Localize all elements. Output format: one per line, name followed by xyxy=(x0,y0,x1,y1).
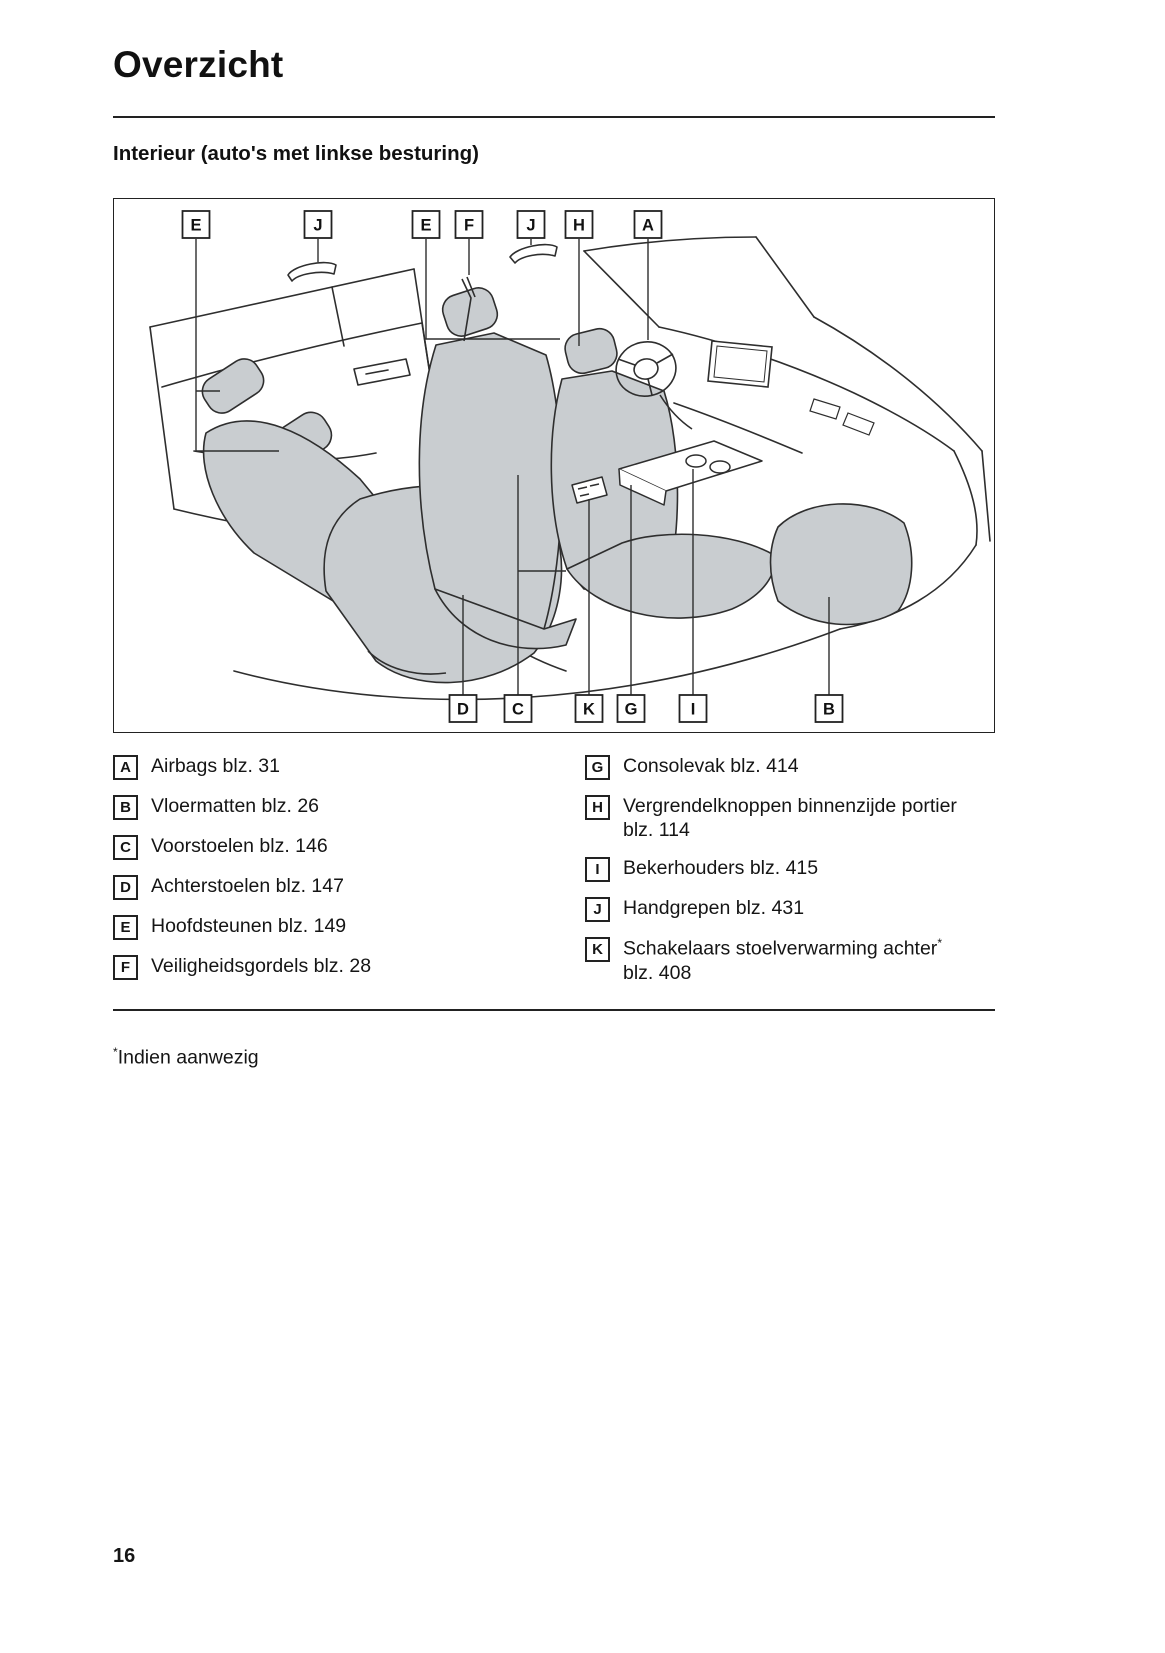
callout-letter-e1: E xyxy=(190,216,202,235)
legend-key-g: G xyxy=(585,755,610,780)
legend-key-j: J xyxy=(585,897,610,922)
legend-item-a xyxy=(113,754,585,780)
callout-letter-g: G xyxy=(624,700,638,719)
section-subtitle: Interieur (auto's met linkse besturing) xyxy=(113,142,479,165)
legend-key-h: H xyxy=(585,795,610,820)
legend-key-i: I xyxy=(585,857,610,882)
page-content xyxy=(113,0,995,1070)
interior-diagram xyxy=(114,199,994,732)
divider-top xyxy=(113,116,995,118)
legend-item-g xyxy=(585,754,967,780)
callout-letter-c: C xyxy=(512,700,524,719)
cup-holder-front xyxy=(686,455,706,467)
legend-text-b: Vloermatten blz. 26 xyxy=(151,795,320,817)
legend-item-k xyxy=(585,936,967,985)
rear-headrest-left xyxy=(197,353,270,419)
legend-key-c: C xyxy=(113,835,138,860)
legend-item-h xyxy=(585,794,967,842)
page-title: Overzicht xyxy=(113,44,284,85)
callout-letter-i: I xyxy=(690,700,696,719)
callout-letter-f: F xyxy=(463,216,475,235)
legend-item-i xyxy=(585,856,967,882)
legend-text-k-main: Schakelaars stoelverwarming achter xyxy=(623,937,938,960)
legend-key-a: A xyxy=(113,755,138,780)
legend-text-g: Consolevak blz. 414 xyxy=(623,755,799,777)
center-display xyxy=(708,341,772,387)
legend-text-k xyxy=(610,936,967,985)
legend-column-left xyxy=(113,754,585,999)
legend-column-right xyxy=(585,754,967,999)
grab-handles xyxy=(288,245,557,281)
legend-text-d: Achterstoelen blz. 147 xyxy=(151,875,344,897)
divider-bottom xyxy=(113,1009,995,1011)
legend-item-e xyxy=(113,914,585,940)
legend-text-k-page: blz. 408 xyxy=(623,962,692,985)
legend-key-d: D xyxy=(113,875,138,900)
dash-vents xyxy=(810,399,874,435)
legend-item-f xyxy=(113,954,585,980)
footnote-marker: * xyxy=(113,1045,118,1060)
passenger-headrest xyxy=(439,284,501,340)
legend-item-c xyxy=(113,834,585,860)
legend-text-i: Bekerhouders blz. 415 xyxy=(623,857,819,880)
legend-text-f: Veiligheidsgordels blz. 28 xyxy=(151,955,372,977)
rear-grab-handle xyxy=(288,263,336,281)
callout-letter-j1: J xyxy=(313,216,323,235)
driver-headrest xyxy=(562,326,620,377)
footnote xyxy=(113,1045,995,1070)
legend-text-j: Handgrepen blz. 431 xyxy=(623,897,805,920)
front-grab-handle xyxy=(510,245,557,263)
legend-text-c: Voorstoelen blz. 146 xyxy=(151,835,328,857)
callout-letter-a: A xyxy=(642,216,654,235)
front-floor-mat xyxy=(771,504,912,625)
legend-item-b xyxy=(113,794,585,820)
callout-letter-j2: J xyxy=(526,216,536,235)
legend xyxy=(113,754,995,999)
callout-letter-h: H xyxy=(573,216,585,235)
footnote-marker-k: * xyxy=(937,936,943,951)
cup-holder-rear xyxy=(710,461,730,473)
interior-diagram-panel xyxy=(113,198,995,733)
legend-key-b: B xyxy=(113,795,138,820)
legend-text-a: Airbags blz. 31 xyxy=(151,755,280,777)
legend-item-j xyxy=(585,896,967,922)
page-number: 16 xyxy=(113,1545,136,1567)
footnote-text: Indien aanwezig xyxy=(117,1046,259,1069)
callout-letter-k: K xyxy=(583,700,595,719)
callout-letter-e2: E xyxy=(420,216,432,235)
legend-key-f: F xyxy=(113,955,138,980)
legend-key-k: K xyxy=(585,937,610,962)
legend-text-h: Vergrendelknoppen binnenzijde portier blz. 114 xyxy=(623,795,957,842)
callout-letter-b: B xyxy=(823,700,835,719)
legend-key-e: E xyxy=(113,915,138,940)
legend-item-d xyxy=(113,874,585,900)
legend-text-e: Hoofdsteunen blz. 149 xyxy=(151,915,347,937)
callout-letter-d: D xyxy=(457,700,469,719)
